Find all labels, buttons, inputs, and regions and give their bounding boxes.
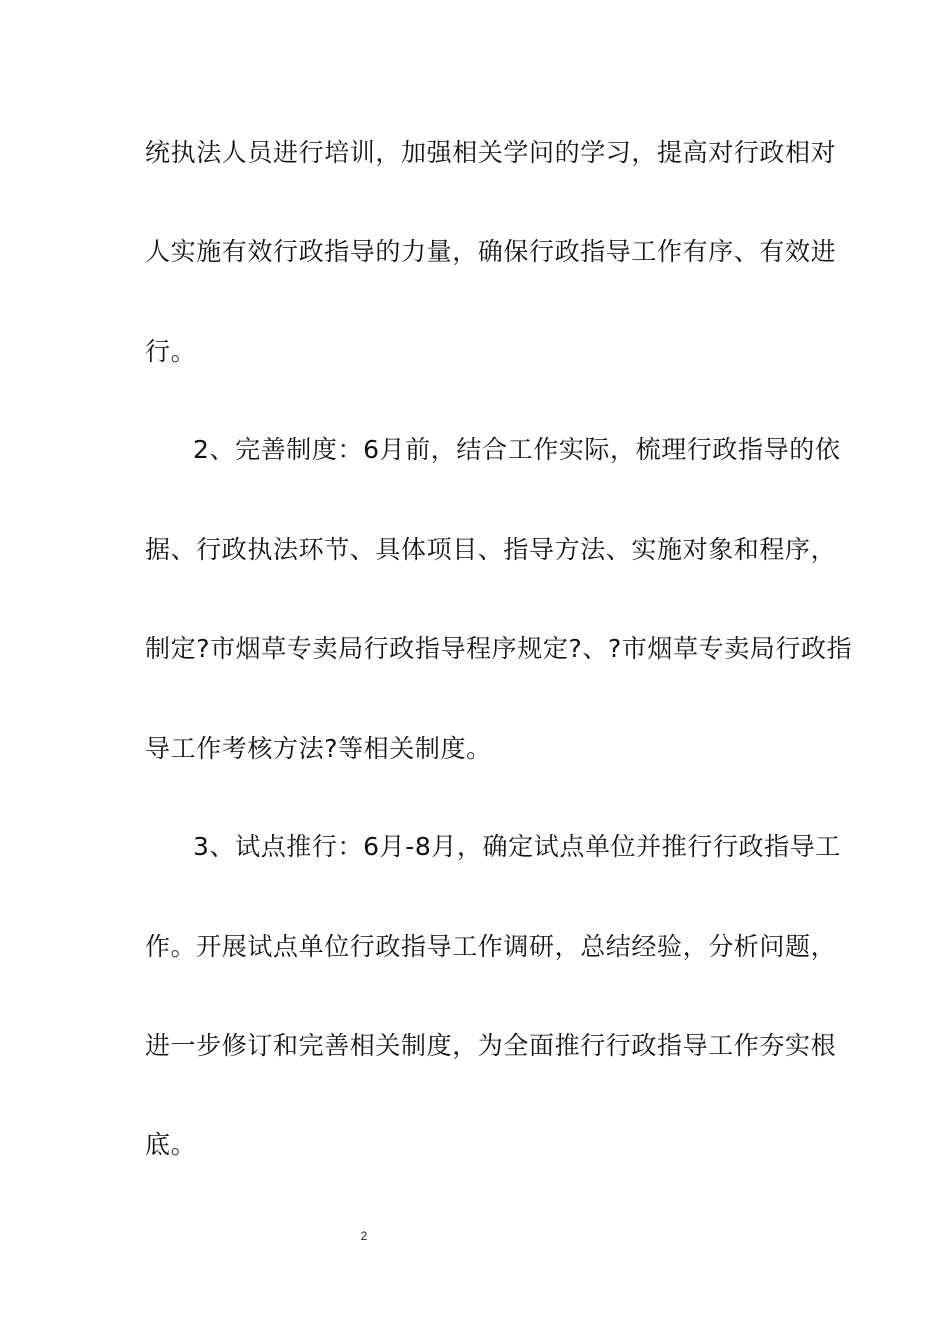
paragraph-line-10: 进一步修订和完善相关制度，为全面推行行政指导工作夯实根 <box>145 1031 837 1060</box>
paragraph-line-7: 导工作考核方法?等相关制度。 <box>145 734 492 763</box>
paragraph-line-5: 据、行政执法环节、具体项目、指导方法、实施对象和程序， <box>145 535 837 564</box>
page-number: 2 <box>360 1229 368 1243</box>
paragraph-line-1: 统执法人员进行培训，加强相关学问的学习，提高对行政相对 <box>145 138 837 167</box>
paragraph-line-6: 制定?市烟草专卖局行政指导程序规定?、?市烟草专卖局行政指 <box>145 634 853 663</box>
paragraph-line-4: 2、完善制度：6月前，结合工作实际，梳理行政指导的依 <box>193 435 841 464</box>
paragraph-line-3: 行。 <box>145 337 197 366</box>
paragraph-line-9: 作。开展试点单位行政指导工作调研，总结经验，分析问题， <box>145 932 837 961</box>
paragraph-line-11: 底。 <box>145 1130 197 1159</box>
paragraph-line-8: 3、试点推行：6月-8月，确定试点单位并推行行政指导工 <box>193 832 841 861</box>
paragraph-line-2: 人实施有效行政指导的力量，确保行政指导工作有序、有效进 <box>145 237 837 266</box>
